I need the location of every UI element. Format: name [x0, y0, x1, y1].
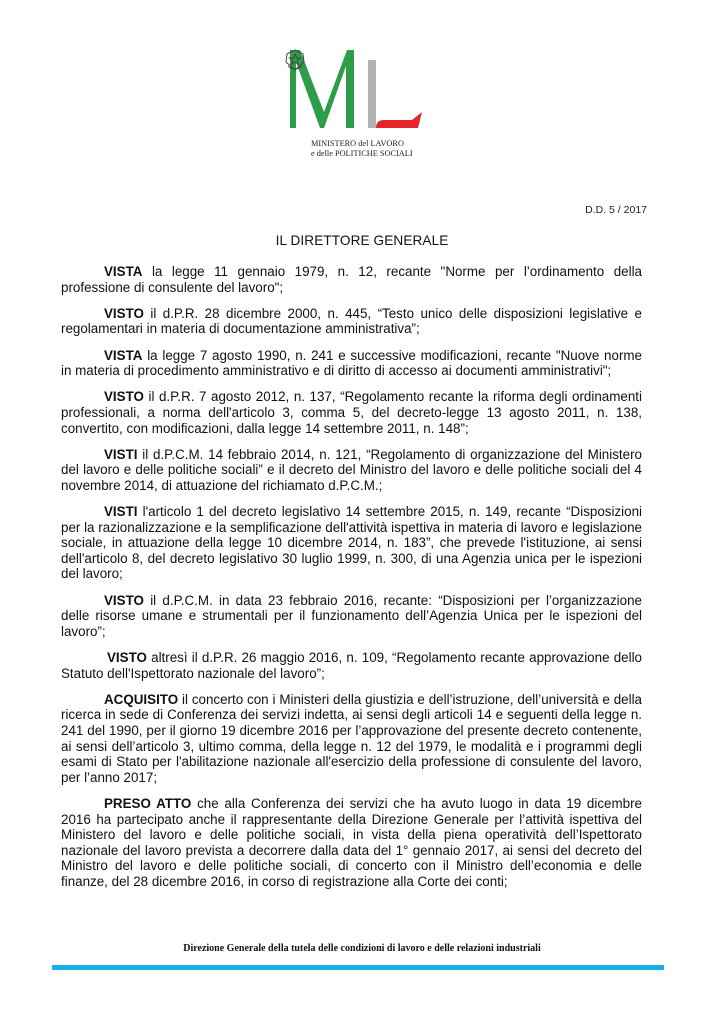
paragraph-lead: VISTO: [104, 389, 144, 405]
page-title: IL DIRETTORE GENERALE: [275, 233, 449, 248]
paragraph-text: il d.P.R. 7 agosto 2012, n. 137, “Regolamento recante la riforma degli ordinamenti professionali, a norma dell'articolo 3, comma 5, del decreto-legge 13 agosto 2011, n. 138, convertito, con modificazioni, dalla legge 14 settembre 2011, n. 148”;: [61, 389, 642, 436]
paragraph-text: il d.P.R. 28 dicembre 2000, n. 445, “Testo unico delle disposizioni legislative e regolamentari in materia di documentazione amministrativa”;: [61, 305, 642, 337]
paragraph-lead: VISTI: [104, 446, 138, 462]
paragraph-lead: VISTO: [104, 305, 144, 321]
l-stem-shape: [368, 60, 376, 128]
paragraph: [61, 447, 642, 494]
paragraph-lead: VISTO: [104, 592, 144, 608]
paragraph: [61, 306, 642, 337]
ministry-name-line2: e delle POLITICHE SOCIALI: [311, 148, 413, 158]
paragraph-lead: PRESO ATTO: [104, 795, 192, 811]
document-body: [61, 264, 642, 900]
l-foot-shape: [368, 112, 422, 128]
paragraph: [61, 796, 642, 890]
paragraph: [61, 593, 642, 640]
paragraph: [61, 692, 642, 786]
paragraph-lead: ACQUISITO: [104, 691, 179, 707]
paragraph: [61, 348, 642, 379]
paragraph-text: che alla Conferenza dei servizi che ha avuto luogo in data 19 dicembre 2016 ha partecipato anche il rappresentante della Direzione Generale per l’attività ispettiva del Ministero del lavoro e delle politiche sociali, in vista della piena operatività dell’Ispettorato nazionale del lavoro prevista a decorrere dalla data del 1° gennaio 2017, ai sensi del decreto del Ministro del lavoro e delle politiche sociali, di concerto con il Ministro dell’economia e delle finanze, del 28 dicembre 2016, in corso di registrazione alla Corte dei conti;: [61, 795, 643, 889]
paragraph-text: la legge 11 gennaio 1979, n. 12, recante "Norme per l’ordinamento della professione di consulente del lavoro";: [61, 264, 642, 295]
paragraph-text: altresì il d.P.R. 26 maggio 2016, n. 109, “Regolamento recante approvazione dello Statuto dell'Ispettorato nazionale del lavoro”;: [61, 650, 642, 681]
footer-bar: [52, 965, 664, 970]
paragraph-text: il d.P.C.M. in data 23 febbraio 2016, recante: “Disposizioni per l’organizzazione delle risorse umane e strumentali per il funzionamento dell’Agenzia Unica per le ispezioni del lavoro”;: [61, 592, 642, 639]
italian-emblem-icon: [284, 48, 306, 72]
paragraph-lead: VISTI: [104, 504, 138, 520]
paragraph-lead: VISTA: [104, 347, 143, 363]
ministry-name: [311, 139, 413, 158]
ministry-name-line1: MINISTERO del LAVORO: [311, 139, 404, 148]
paragraph: [61, 504, 642, 582]
paragraph-text: l'articolo 1 del decreto legislativo 14 settembre 2015, n. 149, recante “Disposizioni per la razionalizzazione e la semplificazione dell'attività ispettiva in materia di lavoro e legislazione sociale, in attuazione della legge 10 dicembre 2014, n. 183”, che prevede l'istituzione, ai sensi dell'articolo 8, del decreto legislativo 30 luglio 1999, n. 300, di una Agenzia unica per le ispezioni del lavoro;: [61, 504, 642, 582]
paragraph: [61, 650, 642, 681]
paragraph-text: il concerto con i Ministeri della giustizia e dell’istruzione, dell’università e della ricerca in sede di Conferenza dei servizi indetta, ai sensi degli articoli 14 e seguenti della legge n. 241 del 1990, per il giorno 19 dicembre 2016 per l’approvazione del presente decreto contenente, ai sensi dell’articolo 3, ultimo comma, della legge n. 12 del 1979, le modalità e i programmi degli esami di Stato per l'abilitazione nazionale all'esercizio della professione di consulente del lavoro, per l’anno 2017;: [61, 691, 642, 785]
paragraph: [61, 389, 642, 436]
paragraph-lead: VISTO: [107, 650, 147, 666]
paragraph-text: il d.P.C.M. 14 febbraio 2014, n. 121, “Regolamento di organizzazione del Ministero del lavoro e delle politiche sociali” e il decreto del Ministro del lavoro e delle politiche sociali del 4 novembre 2014, di attuazione del richiamato d.P.C.M.;: [61, 446, 642, 493]
paragraph: [61, 264, 642, 295]
paragraph-text: la legge 7 agosto 1990, n. 241 e successive modificazioni, recante "Nuove norme in materia di procedimento amministrativo e di diritto di accesso ai documenti amministrativi";: [61, 347, 642, 379]
ministry-logo: [284, 48, 424, 166]
decree-reference: D.D. 5 / 2017: [585, 204, 647, 216]
paragraph-lead: VISTA: [104, 264, 143, 279]
footer-text: Direzione Generale della tutela delle condizioni di lavoro e delle relazioni industriali: [183, 943, 541, 954]
